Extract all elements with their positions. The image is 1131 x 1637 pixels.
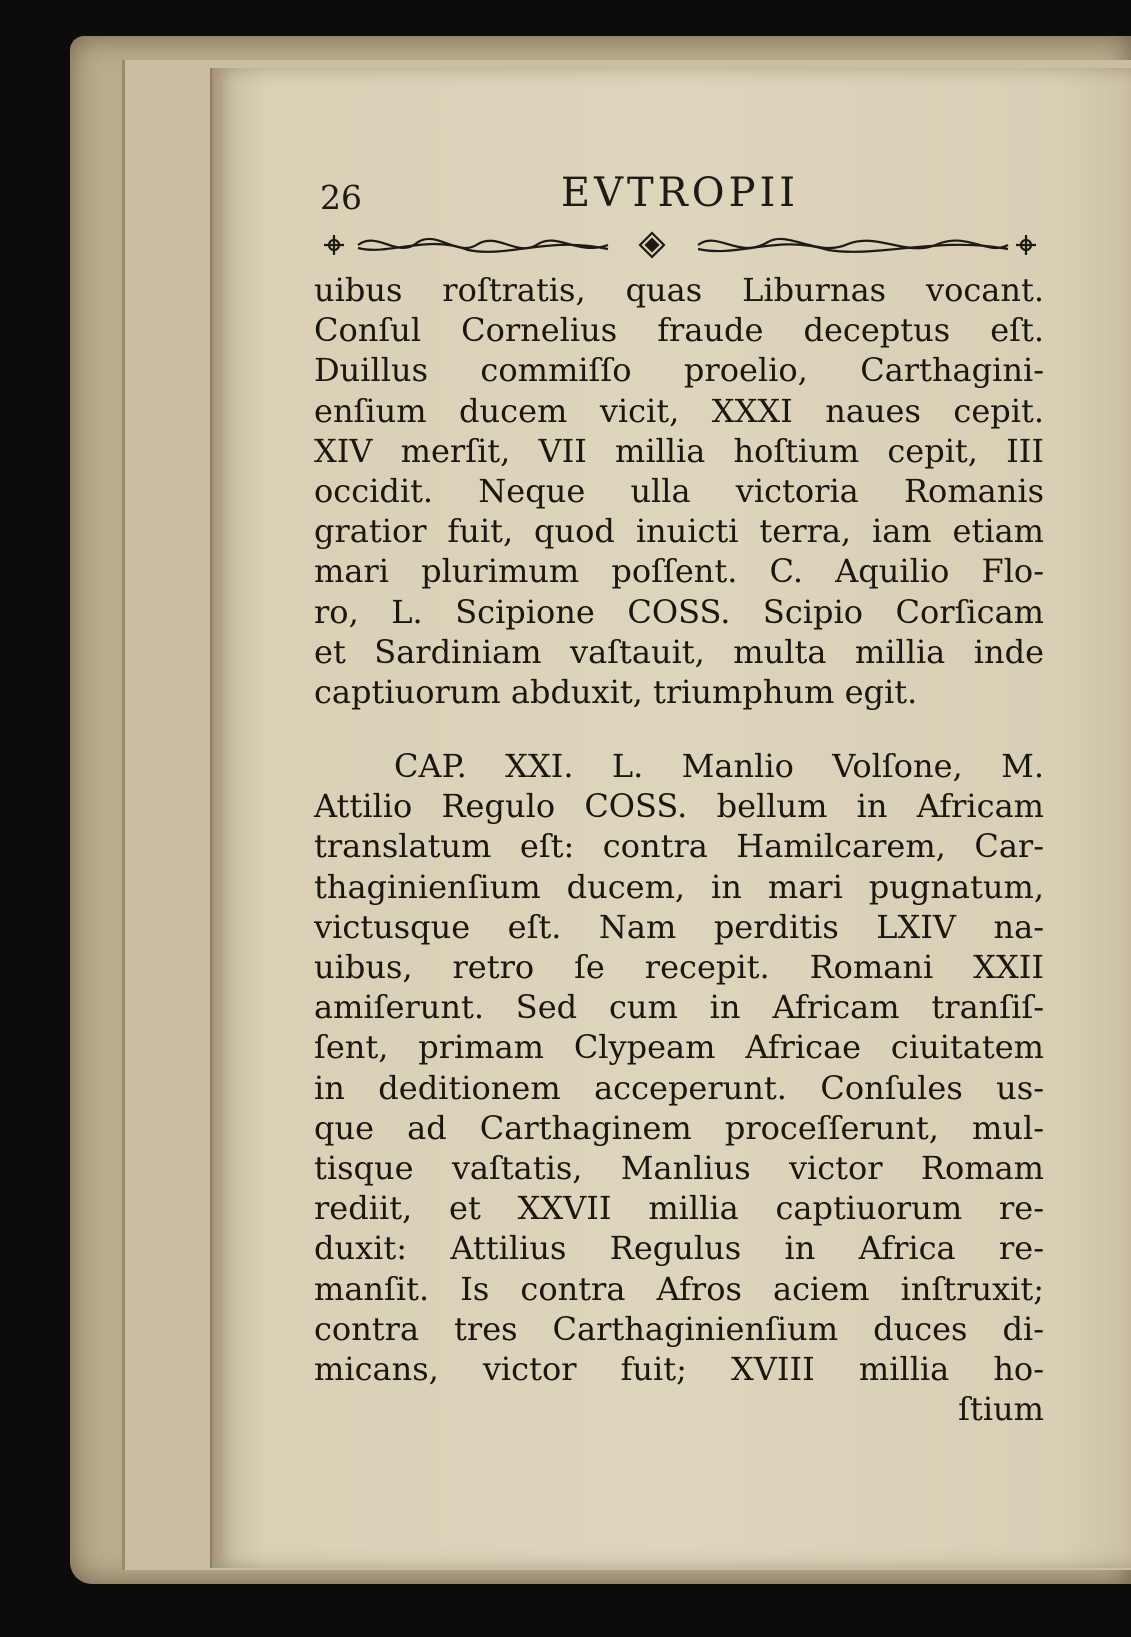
text-line: Conſul Cornelius fraude deceptus eſt. xyxy=(314,311,1044,350)
text-line: thaginienſium ducem, in mari pugnatum, xyxy=(314,867,1044,906)
text-line: mari plurimum poſſent. C. Aquilio Flo- xyxy=(314,552,1044,591)
chapter-heading-line: CAP. XXI. L. Manlio Volſone, M. xyxy=(394,747,1044,786)
paragraph xyxy=(314,270,1044,712)
text-line: occidit. Neque ulla victoria Romanis xyxy=(314,471,1044,510)
text-line: micans, victor fuit; XVIII millia ho- xyxy=(314,1349,1044,1388)
text-line: enſium ducem vicit, XXXI naues cepit. xyxy=(314,391,1044,430)
text-line: manſit. Is contra Afros aciem inſtruxit; xyxy=(314,1269,1044,1308)
text-line: tisque vaſtatis, Manlius victor Romam xyxy=(314,1148,1044,1187)
running-title: EVTROPII xyxy=(560,170,800,216)
text-line: in deditionem acceperunt. Conſules us- xyxy=(314,1068,1044,1107)
text-line: uibus, retro ſe recepit. Romani XXII xyxy=(314,948,1044,986)
text-line: contra tres Carthaginienſium duces di- xyxy=(314,1309,1044,1348)
text-line: ſent, primam Clypeam Africae ciuitatem xyxy=(314,1028,1044,1067)
text-line: rediit, et XXVII millia captiuorum re- xyxy=(314,1189,1044,1228)
text-line: et Sardiniam vaſtauit, multa millia inde xyxy=(314,632,1044,671)
body-text xyxy=(314,270,1044,1429)
text-line: XIV merſit, VII millia hoſtium cepit, III xyxy=(314,431,1044,470)
text-line: ro, L. Scipione COSS. Scipio Corſicam xyxy=(314,592,1044,631)
page-number: 26 xyxy=(320,178,362,217)
text-line: captiuorum abduxit, triumphum egit. xyxy=(314,672,918,711)
text-line: que ad Carthaginem proceſſerunt, mul- xyxy=(314,1108,1044,1147)
text-line: translatum eſt: contra Hamilcarem, Car- xyxy=(314,827,1044,866)
page-edge-line xyxy=(212,70,214,1560)
text-line: amiſerunt. Sed cum in Africam tranſiſ- xyxy=(314,988,1044,1027)
text-line: Duillus commiſſo proelio, Carthagini- xyxy=(314,351,1044,390)
text-line: victusque eſt. Nam perditis LXIV na- xyxy=(314,907,1044,946)
text-line: uibus roſtratis, quas Liburnas vocant. xyxy=(314,271,1044,309)
text-line: duxit: Attilius Regulus in Africa re- xyxy=(314,1229,1044,1268)
text-line: Attilio Regulo COSS. bellum in Africam xyxy=(314,787,1044,826)
text-line: gratior fuit, quod inuicti terra, iam etiam xyxy=(314,512,1044,551)
decorative-headpiece-icon xyxy=(318,230,1042,260)
paragraph-gap xyxy=(314,712,1044,746)
page-header xyxy=(320,170,1040,220)
paragraph xyxy=(314,746,1044,1389)
catchword: ſtium xyxy=(958,1390,1044,1429)
page-edge-line xyxy=(220,70,222,1560)
